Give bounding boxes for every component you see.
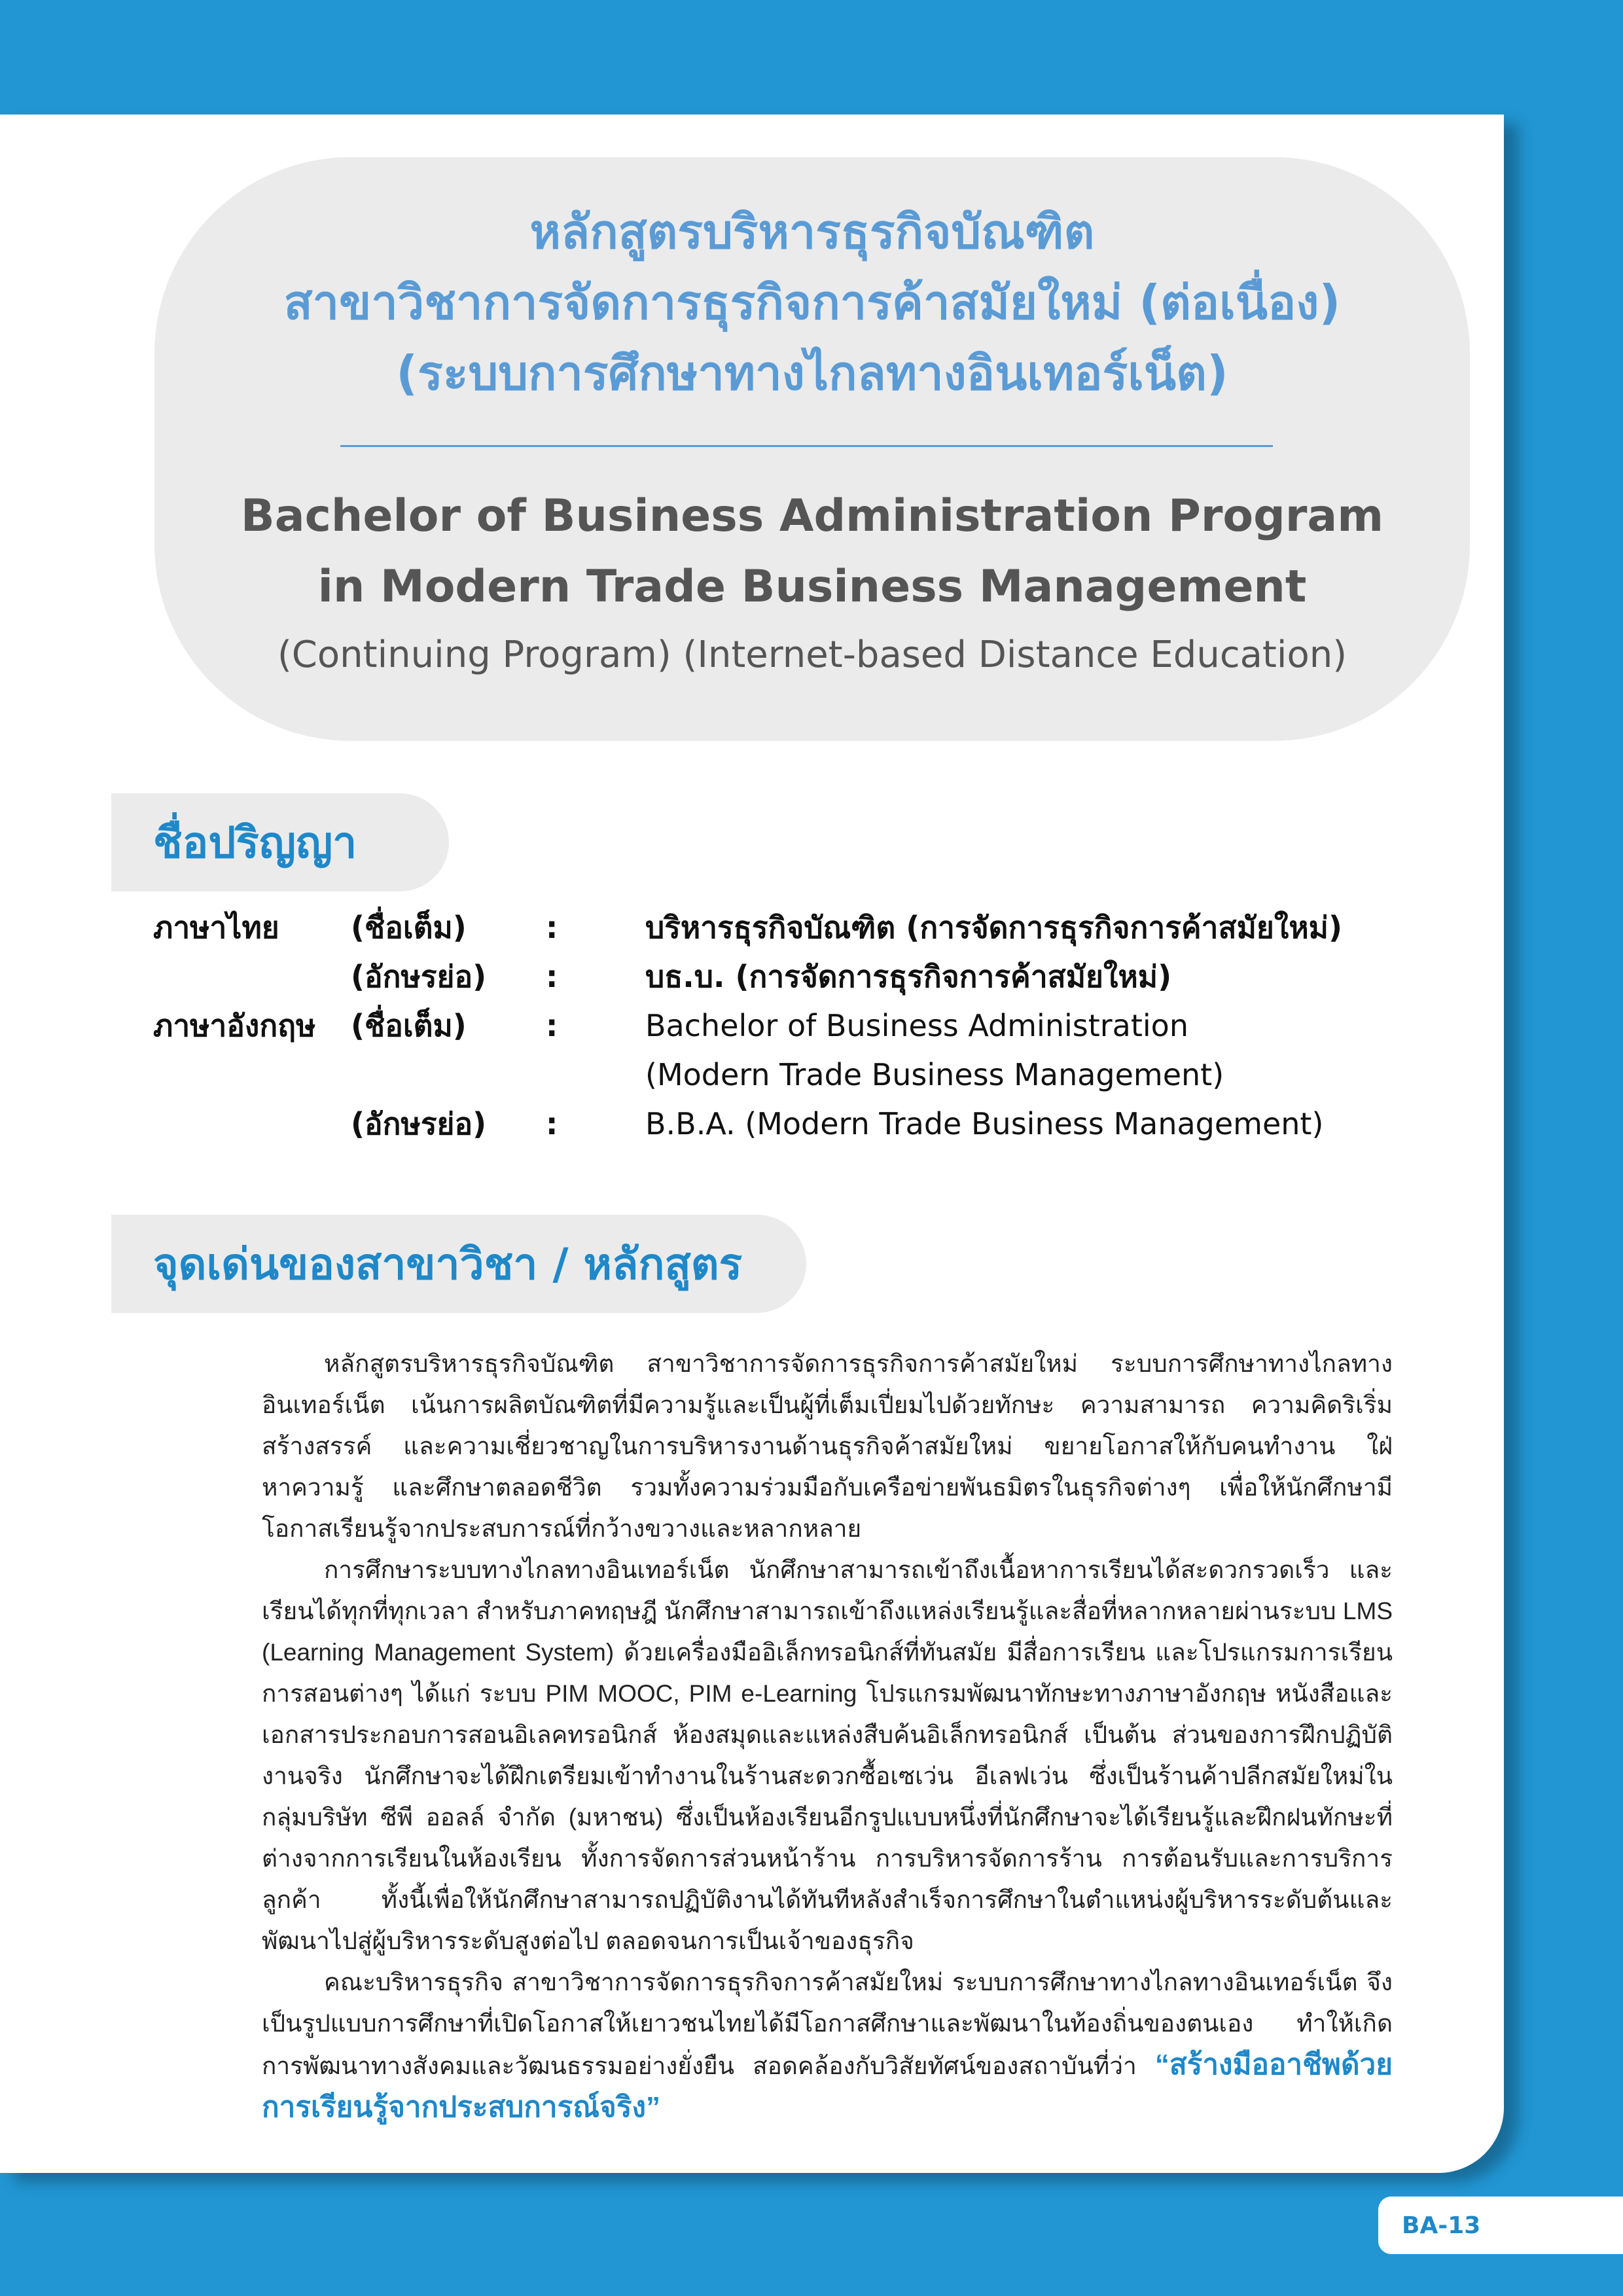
highlights-paragraph-1: หลักสูตรบริหารธุรกิจบัณฑิต สาขาวิชาการจัดการธุรกิจการค้าสมัยใหม่ ระบบการศึกษาทางไกลทางอินเทอร์เน็ต เน้นการผลิตบัณฑิตที่มีความรู้และเป็นผู้ที่เต็มเปี่ยมไปด้วยทักษะ ความสามารถ ความคิดริเริ่มสร้างสรรค์ และความเชี่ยวชาญในการบริหารงานด้านธุรกิจค้าสมัยใหม่ ขยายโอกาสให้กับคนทำงาน ใฝ่หาความรู้ และศึกษาตลอดชีวิต รวมทั้งความร่วมมือกับเครือข่ายพันธมิตรในธุรกิจต่างๆ เพื่อให้นักศึกษามีโอกาสเรียนรู้จากประสบการณ์ที่กว้างขวางและหลากหลาย: [262, 1350, 1393, 1542]
degree-colon: :: [546, 1008, 558, 1043]
thai-title-line-3: (ระบบการศึกษาทางไกลทางอินเทอร์เน็ต): [396, 346, 1228, 401]
highlights-body: [262, 1343, 1393, 2129]
highlights-paragraph-3-text: คณะบริหารธุรกิจ สาขาวิชาการจัดการธุรกิจการค้าสมัยใหม่ ระบบการศึกษาทางไกลทางอินเทอร์เน็ต จึงเป็นรูปแบบการศึกษาที่เปิดโอกาสให้เยาวชนไทยได้มีโอกาสศึกษาและพัฒนาในท้องถิ่นของตนเอง ทำให้เกิดการพัฒนาทางสังคมและวัฒนธรรมอย่างยั่งยืน สอดคล้องกับวิสัยทัศน์ของสถาบันที่ว่า: [262, 1969, 1393, 2079]
degree-section-heading: ชื่อปริญญา: [111, 793, 449, 891]
degree-value: B.B.A. (Modern Trade Business Management): [645, 1106, 1324, 1141]
degree-name-kind: (อักษรย่อ): [351, 1106, 487, 1141]
english-title: [154, 481, 1470, 688]
degree-name-kind: (ชื่อเต็ม): [351, 910, 467, 945]
highlights-paragraph-2: การศึกษาระบบทางไกลทางอินเทอร์เน็ต นักศึกษาสามารถเข้าถึงเนื้อหาการเรียนได้สะดวกรวดเร็ว และเรียนได้ทุกที่ทุกเวลา สำหรับภาคทฤษฎี นักศึกษาสามารถเข้าถึงแหล่งเรียนรู้และสื่อที่หลากหลายผ่านระบบ LMS (Learning Management System) ด้วยเครื่องมืออิเล็กทรอนิกส์ที่ทันสมัย มีสื่อการเรียน และโปรแกรมการเรียนการสอนต่างๆ ได้แก่ ระบบ PIM MOOC, PIM e-Learning โปรแกรมพัฒนาทักษะทางภาษาอังกฤษ หนังสือและเอกสารประกอบการสอนอิเลคทรอนิกส์ ห้องสมุดและแหล่งสืบค้นอิเล็กทรอนิกส์ เป็นต้น ส่วนของการฝึกปฏิบัติงานจริง นักศึกษาจะได้ฝึกเตรียมเข้าทำงานในร้านสะดวกซื้อเซเว่น อีเลฟเว่น ซึ่งเป็นร้านค้าปลีกสมัยใหม่ในกลุ่มบริษัท ซีพี ออลล์ จำกัด (มหาชน) ซึ่งเป็นห้องเรียนอีกรูปแบบหนึ่งที่นักศึกษาจะได้เรียนรู้และฝึกฝนทักษะที่ต่างจากการเรียนในห้องเรียน ทั้งการจัดการส่วนหน้าร้าน การบริหารจัดการร้าน การต้อนรับและการบริการลูกค้า ทั้งนี้เพื่อให้นักศึกษาสามารถปฏิบัติงานได้ทันทีหลังสำเร็จการศึกษาในตำแหน่งผู้บริหารระดับต้นและพัฒนาไปสู่ผู้บริหารระดับสูงต่อไป ตลอดจนการเป็นเจ้าของธุรกิจ: [262, 1556, 1393, 1954]
thai-title-line-1: หลักสูตรบริหารธุรกิจบัณฑิต: [529, 204, 1095, 259]
title-divider: [340, 445, 1273, 447]
degree-name-table: [153, 903, 1397, 1149]
degree-value: (Modern Trade Business Management): [645, 1057, 1224, 1092]
degree-row: [153, 1100, 1397, 1149]
thai-title-line-2: สาขาวิชาการจัดการธุรกิจการค้าสมัยใหม่ (ต่อเนื่อง): [283, 275, 1341, 330]
english-title-line-1: Bachelor of Business Administration Program: [240, 490, 1384, 542]
degree-value: Bachelor of Business Administration: [645, 1008, 1188, 1043]
thai-title: [154, 196, 1470, 408]
degree-row: [153, 1050, 1397, 1100]
degree-colon: :: [546, 959, 558, 994]
degree-row: [153, 952, 1397, 1001]
highlights-paragraph-3: [262, 1962, 1393, 2129]
degree-colon: :: [546, 1106, 558, 1141]
page-number: BA-13: [1378, 2197, 1623, 2254]
degree-value: บริหารธุรกิจบัณฑิต (การจัดการธุรกิจการค้าสมัยใหม่): [645, 910, 1342, 945]
degree-value: บธ.บ. (การจัดการธุรกิจการค้าสมัยใหม่): [645, 959, 1172, 994]
degree-colon: :: [546, 910, 558, 945]
degree-row: [153, 1001, 1397, 1050]
english-title-line-2: in Modern Trade Business Management: [317, 561, 1307, 613]
degree-language: ภาษาไทย: [153, 910, 279, 945]
degree-row: [153, 903, 1397, 952]
vision-quote: “สร้างมืออาชีพด้วยการเรียนรู้จากประสบการณ์จริง”: [262, 2049, 1393, 2123]
degree-name-kind: (อักษรย่อ): [351, 959, 487, 994]
english-title-line-3: (Continuing Program) (Internet-based Distance Education): [277, 634, 1347, 676]
highlights-section-heading: จุดเด่นของสาขาวิชา / หลักสูตร: [111, 1215, 806, 1313]
degree-name-kind: (ชื่อเต็ม): [351, 1008, 467, 1043]
degree-language: ภาษาอังกฤษ: [153, 1008, 316, 1043]
